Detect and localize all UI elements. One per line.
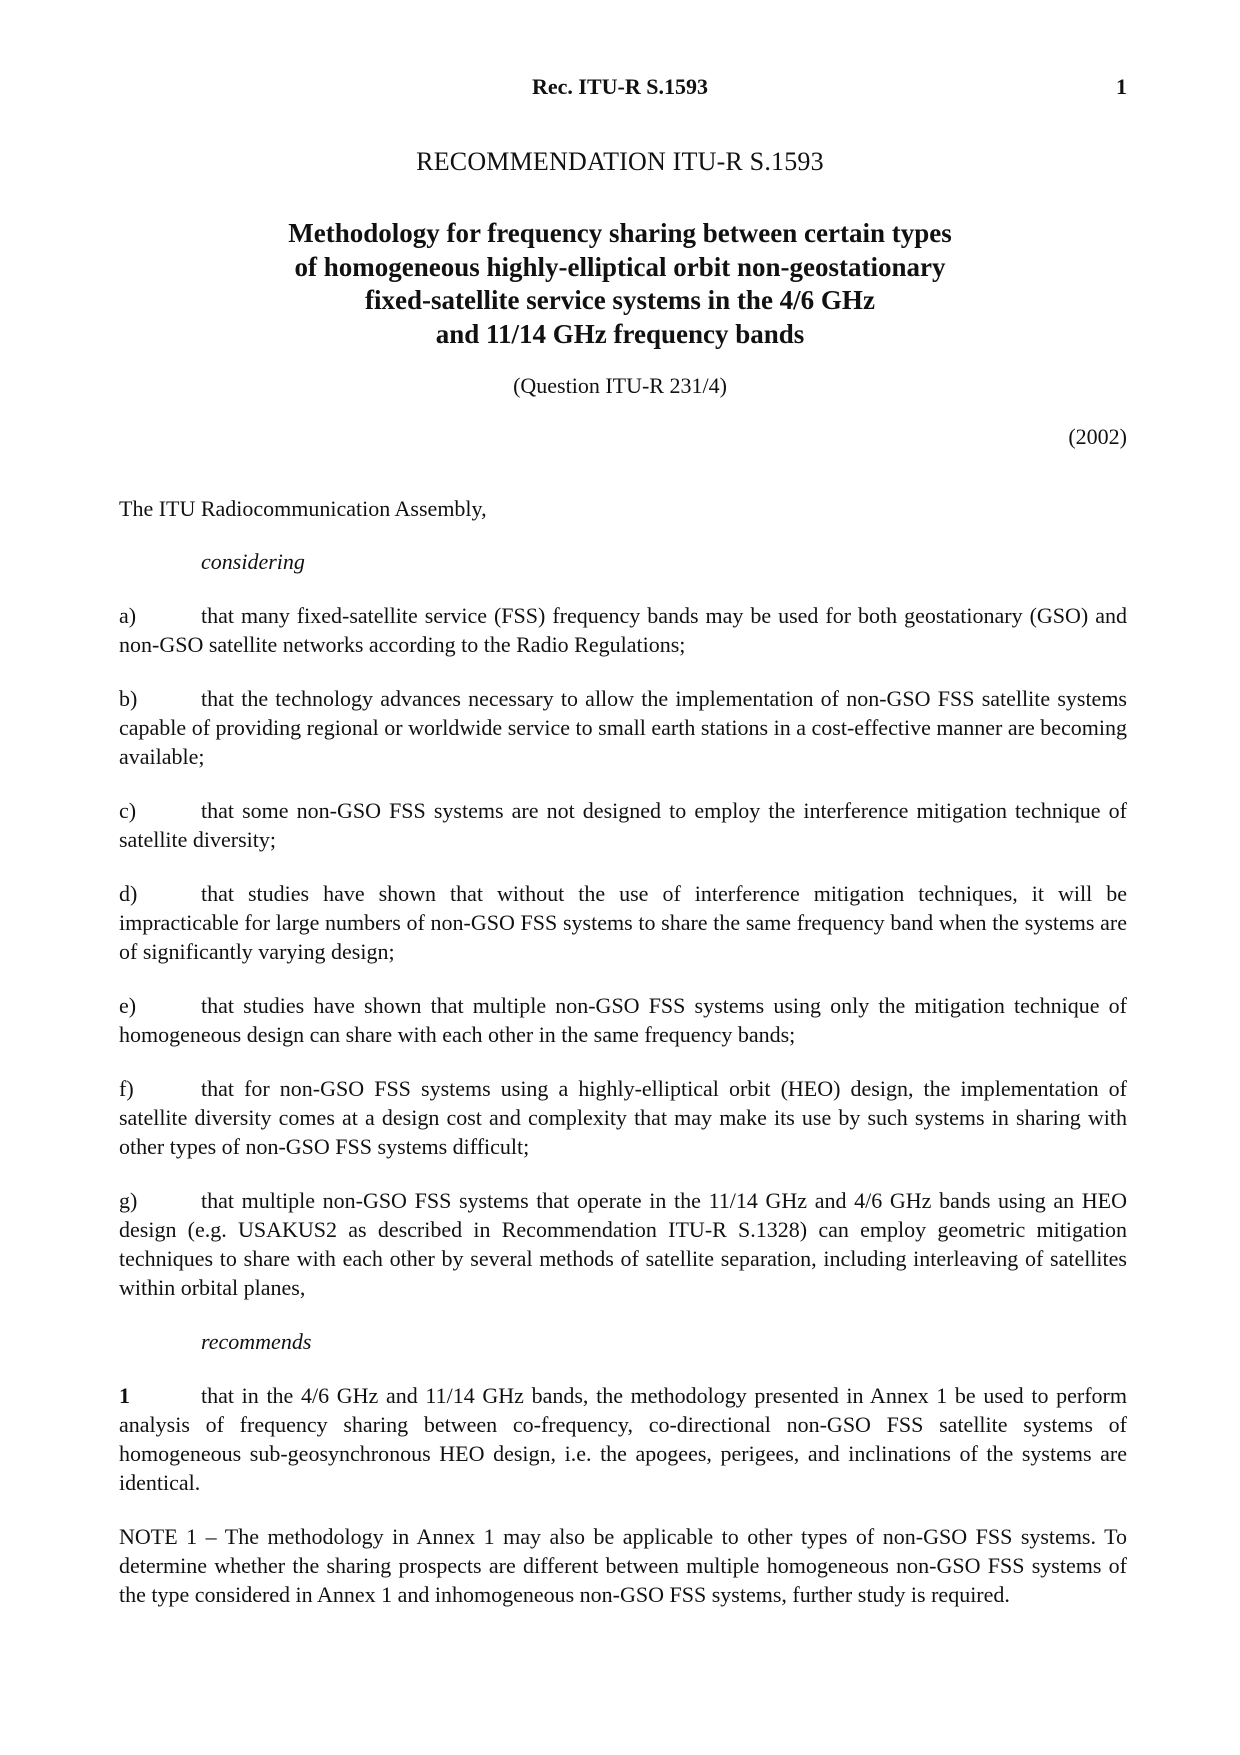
item-text: that in the 4/6 GHz and 11/14 GHz bands, the methodology presented in Annex 1 be used to perform analysis of frequency sharing between co-frequency, co-directional non-GSO FSS satellite systems of homogeneous sub-geosynchronous HEO design, i.e. the apogees, perigees, and inclinations of the systems are identical. [119,1383,1127,1495]
title-line: Methodology for frequency sharing between certain types [288,218,952,248]
document-title [0,217,1240,351]
item-marker: b) [119,686,138,711]
item-marker: f) [119,1076,134,1101]
considering-item-e [119,991,1127,1049]
assembly-statement: The ITU Radiocommunication Assembly, [119,496,487,521]
item-marker: c) [119,798,137,823]
item-marker: 1 [119,1383,130,1408]
running-title: Rec. ITU-R S.1593 [532,74,708,99]
running-header [0,74,1240,104]
title-line: and 11/14 GHz frequency bands [435,318,805,349]
considering-item-f [119,1074,1127,1161]
considering-item-d [119,879,1127,966]
item-marker: a) [119,603,137,628]
note-1: NOTE 1 – The methodology in Annex 1 may also be applicable to other types of non-GSO FSS systems. To determine whether the sharing prospects are different between multiple homogeneous non-GSO FSS systems of the type considered in Annex 1 and inhomogeneous non-GSO FSS systems, further study is required. [119,1524,1127,1607]
considering-item-c [119,796,1127,854]
item-text: that studies have shown that multiple non-GSO FSS systems using only the mitigation technique of homogeneous design can share with each other in the same frequency bands; [119,993,1127,1047]
considering-item-b [119,684,1127,771]
considering-item-a [119,601,1127,659]
considering-heading: considering [201,549,305,574]
recommends-heading: recommends [201,1329,312,1354]
item-marker: d) [119,881,138,906]
page-number: 1 [1116,74,1127,99]
item-text: that multiple non-GSO FSS systems that operate in the 11/14 GHz and 4/6 GHz bands using an HEO design (e.g. USAKUS2 as described in Recommendation ITU-R S.1328) can employ geometric mitigation techniques to share with each other by several methods of satellite separation, including interleaving of satellites within orbital planes, [119,1188,1127,1300]
item-text: that some non-GSO FSS systems are not designed to employ the interference mitigation technique of satellite diversity; [119,798,1127,852]
title-line: of homogeneous highly-elliptical orbit non-geostationary [294,251,946,282]
item-text: that studies have shown that without the use of interference mitigation techniques, it will be impracticable for large numbers of non-GSO FSS systems to share the same frequency band when the systems are of significantly varying design; [119,881,1127,964]
title-line: fixed-satellite service systems in the 4/6 GHz [365,285,875,315]
question-reference: (Question ITU-R 231/4) [513,373,727,398]
year: (2002) [1068,424,1127,449]
item-marker: e) [119,993,137,1018]
item-text: that the technology advances necessary to allow the implementation of non-GSO FSS satellite systems capable of providing regional or worldwide service to small earth stations in a cost-effective manner are becoming available; [119,686,1127,769]
considering-item-g [119,1186,1127,1302]
recommendation-heading: RECOMMENDATION ITU-R S.1593 [416,147,824,176]
item-marker: g) [119,1188,138,1213]
item-text: that for non-GSO FSS systems using a highly-elliptical orbit (HEO) design, the implementation of satellite diversity comes at a design cost and complexity that may make its use by such systems in sharing with other types of non-GSO FSS systems difficult; [119,1076,1127,1159]
recommends-item-1 [119,1381,1127,1497]
document-body [119,494,1127,1609]
item-text: that many fixed-satellite service (FSS) frequency bands may be used for both geostationary (GSO) and non-GSO satellite networks according to the Radio Regulations; [119,603,1127,657]
